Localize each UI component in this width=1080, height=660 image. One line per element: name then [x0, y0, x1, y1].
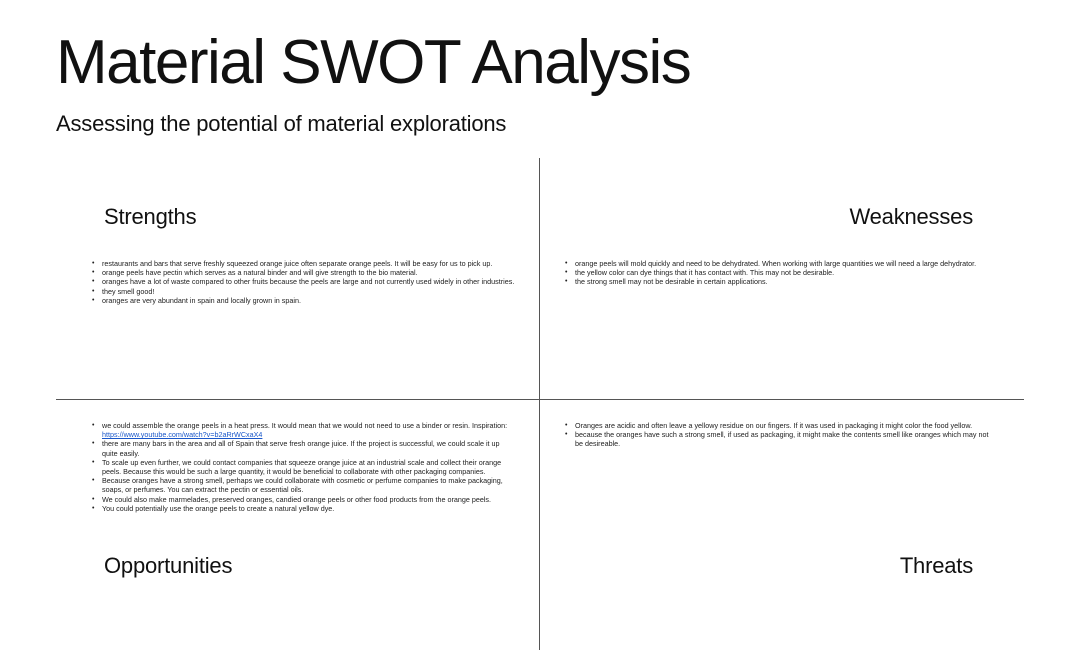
list-item: • because the oranges have such a strong smell, if used as packaging, it might make the contents smell like oranges which may not be desireable.	[565, 430, 995, 448]
opportunities-list	[92, 421, 512, 513]
list-item: • restaurants and bars that serve freshly squeezed orange juice often separate orange peels. It will be easy for us to pick up.	[92, 259, 524, 268]
page-subtitle: Assessing the potential of material explorations	[56, 111, 507, 136]
strengths-heading: Strengths	[104, 204, 197, 229]
list-item: • We could also make marmelades, preserved oranges, candied orange peels or other food products from the orange peels.	[92, 495, 512, 504]
threats-heading: Threats	[899, 553, 973, 578]
weaknesses-list	[565, 259, 983, 287]
list-item: • Because oranges have a strong smell, perhaps we could collaborate with cosmetic or perfume companies to make packaging, soaps, or perfumes. You can extract the pectin or essential oils.	[92, 476, 512, 494]
list-item: • orange peels will mold quickly and need to be dehydrated. When working with large quantities we will need a large dehydrator.	[565, 259, 983, 268]
weaknesses-heading: Weaknesses	[849, 204, 973, 229]
threats-list	[565, 421, 995, 449]
list-item: • To scale up even further, we could contact companies that squeeze orange juice at an industrial scale and collect their orange peels. Because this would be such a large quantity, it would be beneficial to collaborate with other packaging companies.	[92, 458, 512, 476]
list-item: • oranges are very abundant in spain and locally grown in spain.	[92, 296, 524, 305]
list-item: • orange peels have pectin which serves as a natural binder and will give strength to the bio material.	[92, 268, 524, 277]
page-title: Material SWOT Analysis	[56, 28, 691, 97]
opportunities-heading: Opportunities	[104, 553, 233, 578]
list-item: • Oranges are acidic and often leave a yellowy residue on our fingers. If it was used in packaging it might color the food yellow.	[565, 421, 995, 430]
strengths-list	[92, 259, 524, 305]
list-item: • the yellow color can dye things that it has contact with. This may not be desirable.	[565, 268, 983, 277]
list-item: • there are many bars in the area and all of Spain that serve fresh orange juice. If the project is successful, we could scale it up quite easily.	[92, 439, 512, 457]
list-item: • You could potentially use the orange peels to create a natural yellow dye.	[92, 504, 512, 513]
list-item: • they smell good!	[92, 287, 524, 296]
list-item: • the strong smell may not be desirable in certain applications.	[565, 277, 983, 286]
inspiration-link[interactable]: https://www.youtube.com/watch?v=b2aRrWCxaX4	[102, 430, 263, 440]
list-item: • oranges have a lot of waste compared to other fruits because the peels are large and not currently used widely in other industries.	[92, 277, 524, 286]
opportunity-text: we could assemble the orange peels in a heat press. It would mean that we would not need to use a binder or resin. Inspiration:	[102, 421, 508, 430]
vertical-divider	[539, 158, 540, 650]
list-item	[92, 421, 512, 439]
horizontal-divider	[56, 399, 1024, 400]
